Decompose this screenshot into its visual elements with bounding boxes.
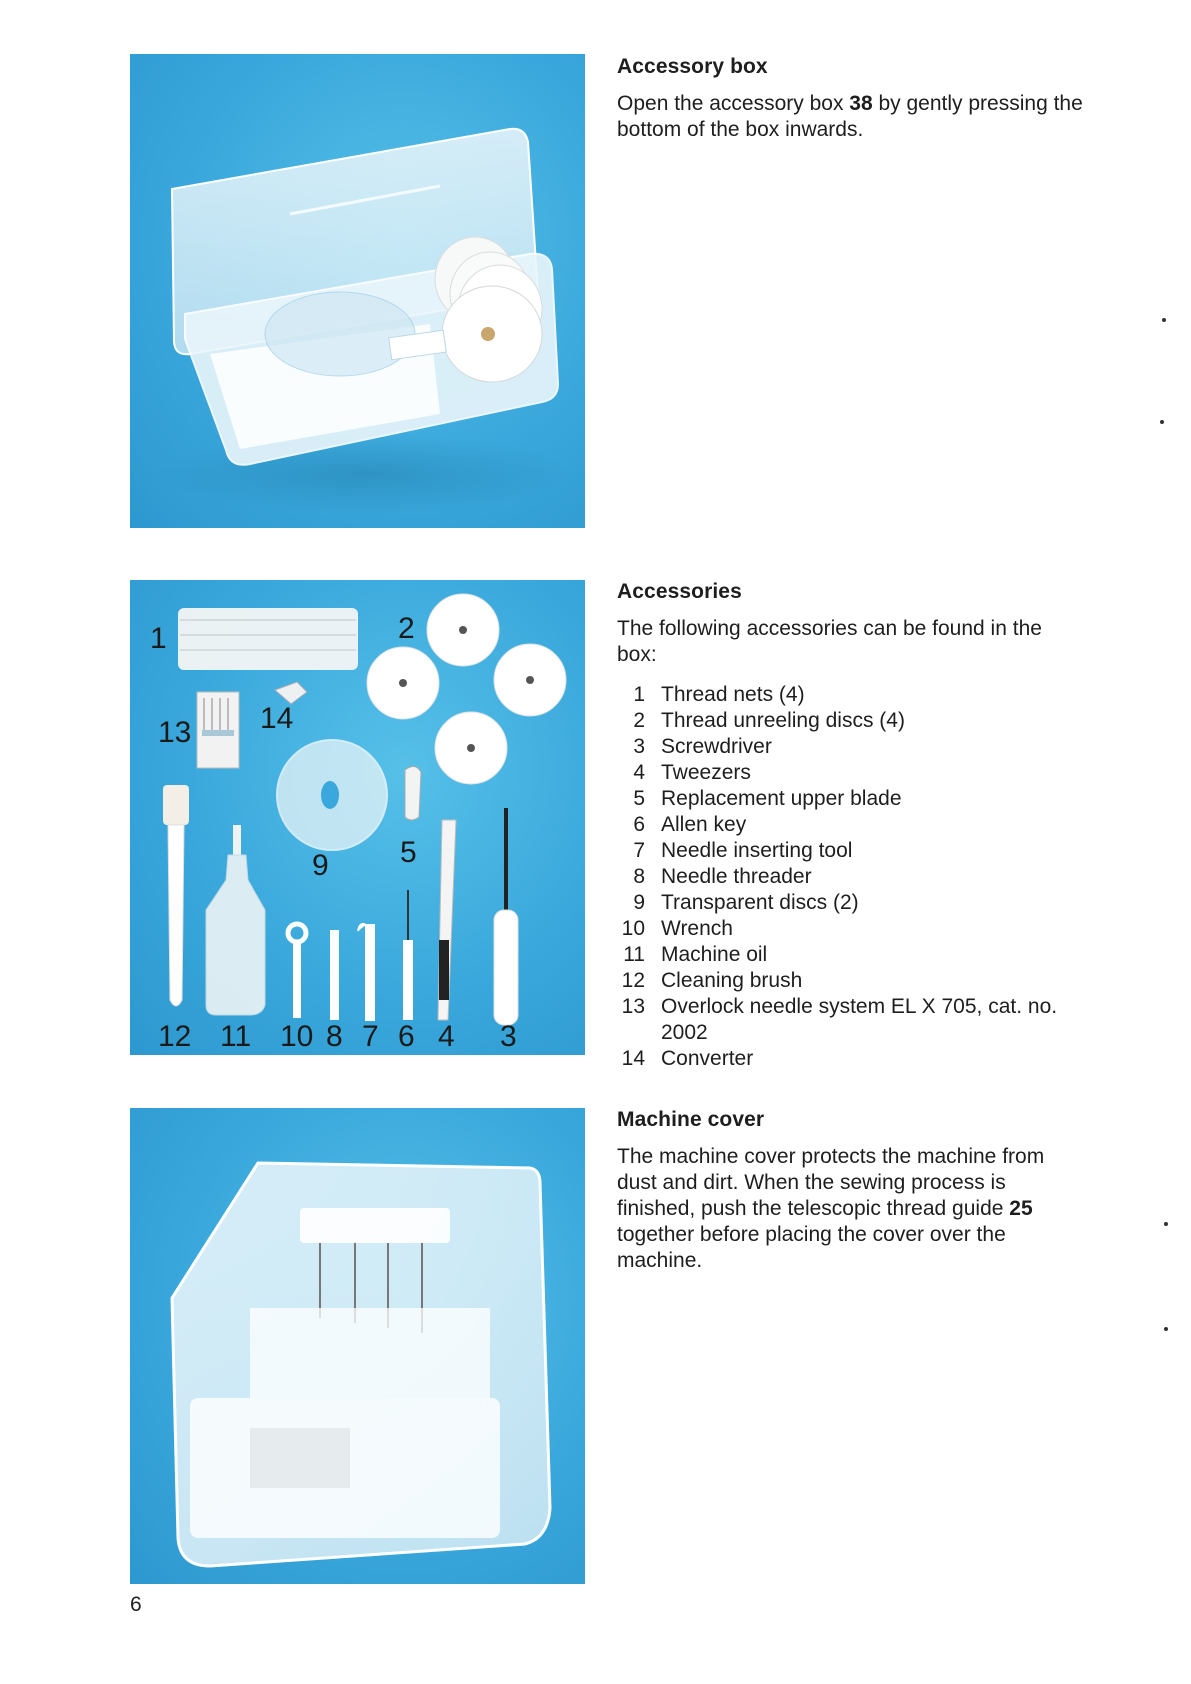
list-item: [617, 812, 1087, 838]
list-item-number: 12: [621, 969, 645, 992]
list-item-label: Thread nets (4): [661, 683, 805, 706]
list-item-label: Needle inserting tool: [661, 839, 853, 862]
list-item-number: 3: [633, 735, 645, 758]
list-item: [617, 890, 1087, 916]
photo-label-8: 8: [326, 1020, 343, 1053]
accessories-heading: Accessories: [617, 580, 742, 603]
list-item-label: Transparent discs (2): [661, 891, 859, 914]
list-item: [617, 1046, 1087, 1072]
list-item: [617, 838, 1087, 864]
scan-speck: [1164, 1222, 1168, 1226]
photo-label-3: 3: [500, 1020, 517, 1053]
accessory-box-illustration: [130, 54, 585, 528]
machine-cover-illustration: [130, 1108, 585, 1584]
list-item: [617, 786, 1087, 812]
list-item-number: 1: [633, 683, 645, 706]
list-item-label: Cleaning brush: [661, 969, 803, 992]
machine-cover-text-part: together before placing the cover over the machine.: [617, 1223, 1006, 1272]
list-item-label: Allen key: [661, 813, 747, 836]
list-item-number: 8: [633, 865, 645, 888]
accessories-list: [617, 682, 1087, 1072]
photo-label-5: 5: [400, 836, 417, 869]
list-item-number: 6: [633, 813, 645, 836]
list-item-number: 5: [633, 787, 645, 810]
list-item-label: Overlock needle system EL X 705, cat. no. 2002: [661, 995, 1058, 1044]
list-item-label: Screwdriver: [661, 735, 772, 758]
list-item-number: 10: [621, 917, 645, 940]
accessory-box-ref-number: 38: [849, 92, 873, 115]
list-item-label: Replacement upper blade: [661, 787, 902, 810]
list-item: [617, 708, 1087, 734]
photo-label-13: 13: [158, 716, 192, 749]
scan-speck: [1164, 1327, 1168, 1331]
photo-label-6: 6: [398, 1020, 415, 1053]
list-item: [617, 942, 1087, 968]
list-item-number: 9: [633, 891, 645, 914]
accessory-box-text-part: Open the accessory box: [617, 92, 850, 115]
photo-label-7: 7: [362, 1020, 379, 1053]
accessory-box-text: [617, 91, 1087, 143]
photo-label-14: 14: [260, 702, 294, 735]
transparent-disc-item: [277, 740, 387, 850]
list-item-number: 7: [633, 839, 645, 862]
list-item-label: Thread unreeling discs (4): [661, 709, 905, 732]
list-item-label: Wrench: [661, 917, 733, 940]
accessory-box-heading: Accessory box: [617, 55, 768, 78]
page-number: 6: [130, 1593, 142, 1616]
machine-cover-section: [617, 1108, 1087, 1274]
machine-cover-heading: Machine cover: [617, 1108, 765, 1131]
machine-cover-photo: [130, 1108, 585, 1584]
thread-unreeling-discs-item: [367, 594, 566, 784]
photo-label-4: 4: [438, 1020, 455, 1053]
list-item-label: Needle threader: [661, 865, 812, 888]
list-item: [617, 760, 1087, 786]
list-item: [617, 968, 1087, 994]
accessories-intro: The following accessories can be found in the box:: [617, 617, 1042, 666]
list-item-number: 13: [621, 995, 645, 1018]
scan-speck: [1162, 318, 1166, 322]
photo-label-2: 2: [398, 612, 415, 645]
accessory-box-text-part: by gently pressing the bottom of the box inwards.: [617, 92, 1083, 141]
list-item-number: 14: [621, 1047, 645, 1070]
accessory-box-photo: [130, 54, 585, 528]
scan-speck: [1160, 420, 1164, 424]
list-item: [617, 994, 1087, 1046]
list-item: [617, 682, 1087, 708]
list-item-label: Converter: [661, 1047, 754, 1070]
photo-label-1: 1: [150, 622, 167, 655]
cleaning-brush-item: [163, 785, 189, 1006]
list-item: [617, 916, 1087, 942]
accessory-box-section: [617, 55, 1087, 143]
needle-pack-item: [197, 692, 239, 768]
accessories-illustration: [130, 580, 585, 1055]
photo-label-10: 10: [280, 1020, 314, 1053]
machine-cover-ref-number: 25: [1009, 1197, 1033, 1220]
accessories-section: [617, 580, 1087, 1072]
photo-label-11: 11: [220, 1020, 252, 1053]
list-item-label: Machine oil: [661, 943, 768, 966]
accessories-photo: [130, 580, 585, 1055]
list-item-label: Tweezers: [661, 761, 751, 784]
list-item: [617, 734, 1087, 760]
list-item-number: 4: [633, 761, 645, 784]
thread-nets-item: [178, 608, 358, 670]
small-tools-item: [288, 890, 413, 1020]
list-item-number: 2: [633, 709, 645, 732]
list-item-number: 11: [623, 943, 645, 966]
photo-label-9: 9: [312, 849, 329, 882]
machine-cover-text: [617, 1144, 1087, 1274]
machine-cover-text-part: The machine cover protects the machine from dust and dirt. When the sewing process is finished, push the telescopic thread guide: [617, 1145, 1045, 1220]
machine-oil-item: [206, 825, 265, 1015]
list-item: [617, 864, 1087, 890]
screwdriver-item: [494, 808, 518, 1025]
photo-label-12: 12: [158, 1020, 192, 1053]
